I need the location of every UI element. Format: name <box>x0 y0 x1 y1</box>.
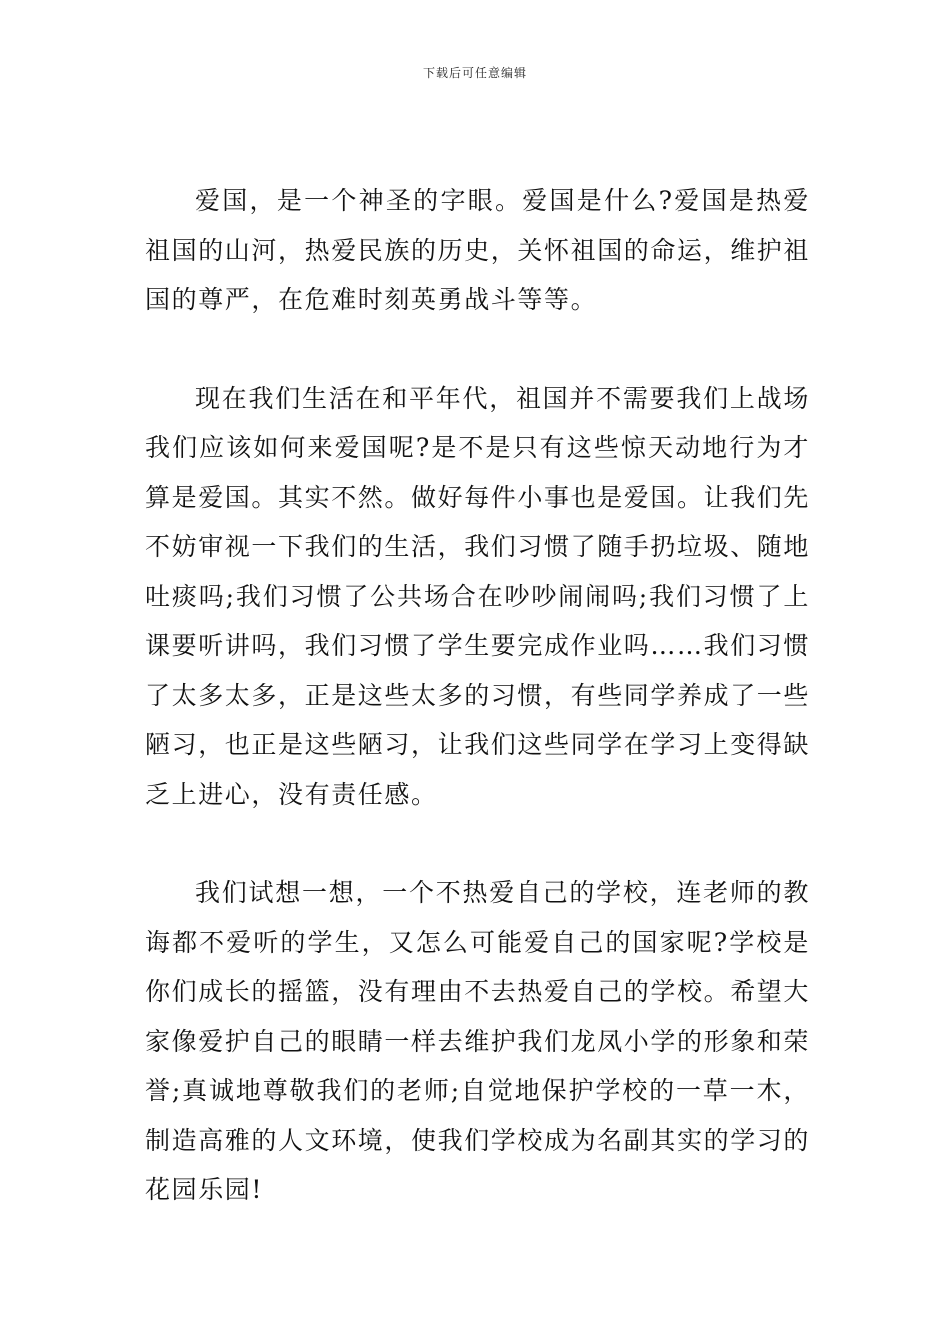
paragraph-1: 爱国，是一个神圣的字眼。爱国是什么?爱国是热爱祖国的山河，热爱民族的历史，关怀祖国的命运，维护祖国的尊严，在危难时刻英勇战斗等等。 <box>145 186 811 314</box>
header-note: 下载后可任意编辑 <box>422 66 527 80</box>
paragraph-3: 我们试想一想，一个不热爱自己的学校，连老师的教诲都不爱听的学生，又怎么可能爱自己的国家呢?学校是你们成长的摇篮，没有理由不去热爱自己的学校。希望大家像爱护自己的眼睛一样去维护我们龙凤小学的形象和荣誉;真诚地尊敬我们的老师;自觉地保护学校的一草一木，制造高雅的人文环境，使我们学校成为名副其实的学习的花园乐园! <box>145 878 811 1204</box>
document-body <box>145 176 810 1264</box>
paragraph-2: 现在我们生活在和平年代，祖国并不需要我们上战场我们应该如何来爱国呢?是不是只有这些惊天动地行为才算是爱国。其实不然。做好每件小事也是爱国。让我们先不妨审视一下我们的生活，我们习惯了随手扔垃圾、随地吐痰吗;我们习惯了公共场合在吵吵闹闹吗;我们习惯了上课要听讲吗，我们习惯了学生要完成作业吗……我们习惯了太多太多，正是这些太多的习惯，有些同学养成了一些陋习，也正是这些陋习，让我们这些同学在学习上变得缺乏上进心，没有责任感。 <box>145 383 811 809</box>
